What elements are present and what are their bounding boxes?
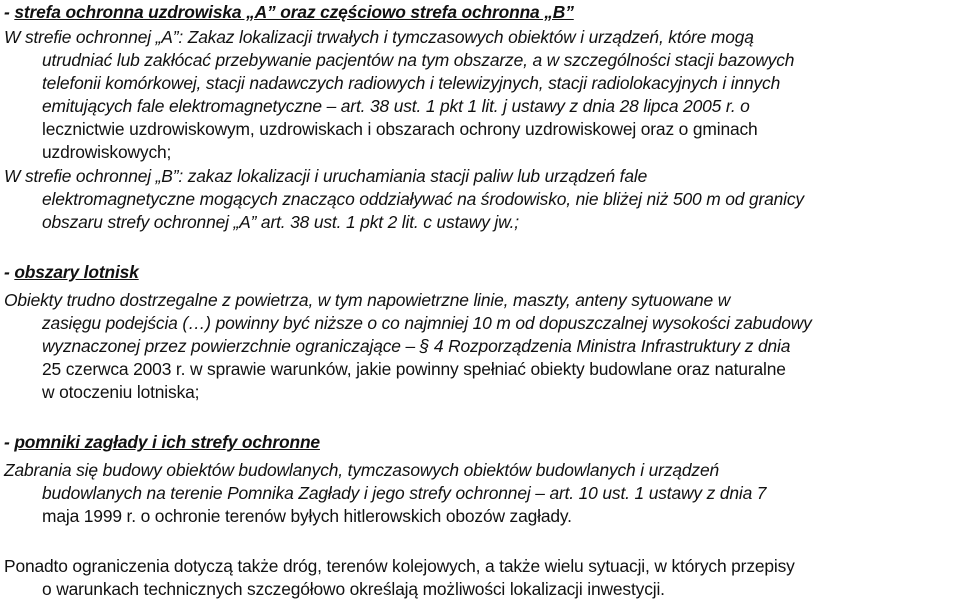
paragraph-line: 25 czerwca 2003 r. w sprawie warunków, jakie powinny spełniać obiekty budowlane oraz naturalne	[42, 359, 786, 379]
paragraph-line: obszaru strefy ochronnej „A” art. 38 ust. 1 pkt 2 lit. c ustawy jw.;	[42, 212, 519, 232]
section-heading-pomniki: - pomniki zagłady i ich strefy ochronne	[4, 432, 320, 452]
paragraph-line: utrudniać lub zakłócać przebywanie pacjentów na tym obszarze, a w szczególności stacji bazowych	[42, 50, 795, 70]
paragraph-line: budowlanych na terenie Pomnika Zagłady i jego strefy ochronnej – art. 10 ust. 1 ustawy z dnia 7	[42, 483, 767, 503]
paragraph-line: telefonii komórkowej, stacji nadawczych radiowych i telewizyjnych, stacji radiolokacyjnych i innych	[42, 73, 781, 93]
paragraph-line: W strefie ochronnej „A”: Zakaz lokalizacji trwałych i tymczasowych obiektów i urządzeń, które mogą	[4, 27, 754, 47]
paragraph-line: maja 1999 r. o ochronie terenów byłych hitlerowskich obozów zagłady.	[42, 506, 572, 526]
section-heading-uzdrowisko: - strefa ochronna uzdrowiska „A” oraz częściowo strefa ochronna „B”	[4, 2, 574, 22]
paragraph-line: zasięgu podejścia (…) powinny być niższe o co najmniej 10 m od dopuszczalnej wysokości zabudowy	[42, 313, 812, 333]
closing-paragraph-line: Ponadto ograniczenia dotyczą także dróg, terenów kolejowych, a także wielu sytuacji, w których przepisy	[4, 556, 795, 576]
paragraph-line: W strefie ochronnej „B”: zakaz lokalizacji i uruchamiania stacji paliw lub urządzeń fale	[4, 166, 648, 186]
paragraph-line: emitujących fale elektromagnetyczne – art. 38 ust. 1 pkt 1 lit. j ustawy z dnia 28 lipca 2005 r. o	[42, 96, 750, 116]
closing-paragraph-line: o warunkach technicznych szczegółowo określają możliwości lokalizacji inwestycji.	[42, 579, 665, 599]
section-heading-lotniska: - obszary lotnisk	[4, 262, 139, 282]
paragraph-line: w otoczeniu lotniska;	[42, 382, 200, 402]
paragraph-line: Obiekty trudno dostrzegalne z powietrza, w tym napowietrzne linie, maszty, anteny sytuowane w	[4, 290, 731, 310]
paragraph-line: elektromagnetyczne mogących znacząco oddziaływać na środowisko, nie bliżej niż 500 m od granicy	[42, 189, 804, 209]
paragraph-line: Zabrania się budowy obiektów budowlanych, tymczasowych obiektów budowlanych i urządzeń	[4, 460, 720, 480]
paragraph-line: lecznictwie uzdrowiskowym, uzdrowiskach i obszarach ochrony uzdrowiskowej oraz o gminach	[42, 119, 758, 139]
paragraph-line: uzdrowiskowych;	[42, 142, 172, 162]
paragraph-line: wyznaczonej przez powierzchnie ograniczające – § 4 Rozporządzenia Ministra Infrastruktury z dnia	[42, 336, 791, 356]
